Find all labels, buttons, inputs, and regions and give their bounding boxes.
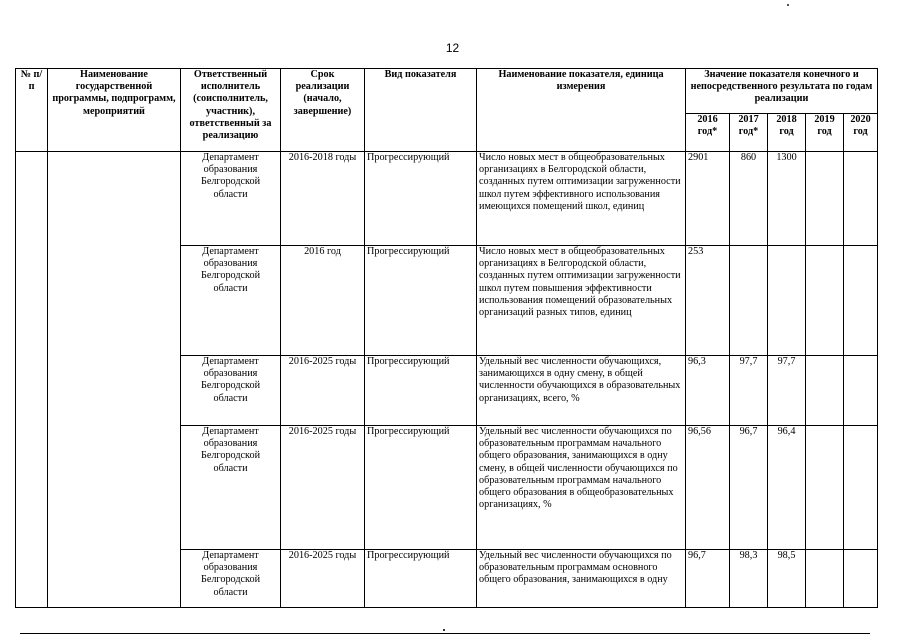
term-cell: 2016-2025 годы — [281, 356, 365, 426]
term-cell: 2016-2025 годы — [281, 426, 365, 550]
executor-cell: Департамент образования Белгородской области — [181, 550, 281, 608]
indicator-type-cell: Прогрессирующий — [365, 246, 477, 356]
header-term: Срок реализации (начало, завершение) — [281, 69, 365, 152]
value-cell: 96,56 — [686, 426, 730, 550]
executor-cell: Департамент образования Белгородской области — [181, 426, 281, 550]
page-number: 12 — [445, 41, 460, 55]
header-year: 2019 год — [806, 114, 844, 152]
header-type: Вид показателя — [365, 69, 477, 152]
indicator-name-cell: Удельный вес численности обучающихся по образовательным программам начального общего образования, занимающихся в одну смену, в общей численности обучающихся по образовательным программам начального общего образования в общеобразовательных организациях, % — [477, 426, 686, 550]
value-cell: 98,5 — [768, 550, 806, 608]
executor-cell: Департамент образования Белгородской области — [181, 246, 281, 356]
value-cell: 97,7 — [768, 356, 806, 426]
value-cell — [844, 152, 878, 246]
value-cell: 96,3 — [686, 356, 730, 426]
term-cell: 2016-2025 годы — [281, 550, 365, 608]
header-executor: Ответственный исполнитель (соисполнитель, участник), ответственный за реализацию — [181, 69, 281, 152]
executor-cell: Департамент образования Белгородской области — [181, 152, 281, 246]
indicator-type-cell: Прогрессирующий — [365, 152, 477, 246]
value-cell — [844, 356, 878, 426]
value-cell: 253 — [686, 246, 730, 356]
scan-speck — [443, 629, 445, 631]
num-cell — [16, 152, 48, 608]
header-indicator: Наименование показателя, единица измерения — [477, 69, 686, 152]
value-cell — [730, 246, 768, 356]
indicator-type-cell: Прогрессирующий — [365, 550, 477, 608]
indicator-name-cell: Удельный вес численности обучающихся, занимающихся в одну смену, в общей численности обучающихся в образовательных организациях, всего, % — [477, 356, 686, 426]
header-num: № п/п — [16, 69, 48, 152]
value-cell: 860 — [730, 152, 768, 246]
header-name: Наименование государственной программы, подпрограмм, мероприятий — [48, 69, 181, 152]
indicator-name-cell: Удельный вес численности обучающихся по образовательным программам основного общего образования, занимающихся в одну — [477, 550, 686, 608]
value-cell: 98,3 — [730, 550, 768, 608]
program-name-cell — [48, 152, 181, 608]
executor-cell: Департамент образования Белгородской области — [181, 356, 281, 426]
value-cell — [768, 246, 806, 356]
value-cell — [806, 550, 844, 608]
term-cell: 2016 год — [281, 246, 365, 356]
indicator-name-cell: Число новых мест в общеобразовательных организациях в Белгородской области, созданных путем оптимизации загруженности школ путем эффективного использования имеющихся помещений школ, единиц — [477, 152, 686, 246]
term-cell: 2016-2018 годы — [281, 152, 365, 246]
header-year: 2018 год — [768, 114, 806, 152]
indicator-type-cell: Прогрессирующий — [365, 356, 477, 426]
table-row — [16, 152, 878, 246]
value-cell: 96,7 — [730, 426, 768, 550]
value-cell — [844, 246, 878, 356]
scan-speck — [787, 4, 789, 6]
header-values: Значение показателя конечного и непосредственного результата по годам реализации — [686, 69, 878, 114]
value-cell: 96,7 — [686, 550, 730, 608]
value-cell: 2901 — [686, 152, 730, 246]
value-cell: 96,4 — [768, 426, 806, 550]
bottom-edge-line — [20, 633, 870, 634]
header-year: 2020 год — [844, 114, 878, 152]
value-cell — [806, 426, 844, 550]
value-cell — [806, 246, 844, 356]
value-cell — [844, 426, 878, 550]
value-cell — [806, 356, 844, 426]
indicator-name-cell: Число новых мест в общеобразовательных организациях в Белгородской области, созданных путем оптимизации загруженности школ путем повышения эффективности использования помещений образовательных организаций разных типов, единиц — [477, 246, 686, 356]
value-cell — [844, 550, 878, 608]
indicator-table — [15, 68, 878, 608]
value-cell: 1300 — [768, 152, 806, 246]
header-year: 2017 год* — [730, 114, 768, 152]
value-cell — [806, 152, 844, 246]
indicator-type-cell: Прогрессирующий — [365, 426, 477, 550]
header-year: 2016 год* — [686, 114, 730, 152]
header-row — [16, 69, 878, 114]
value-cell: 97,7 — [730, 356, 768, 426]
